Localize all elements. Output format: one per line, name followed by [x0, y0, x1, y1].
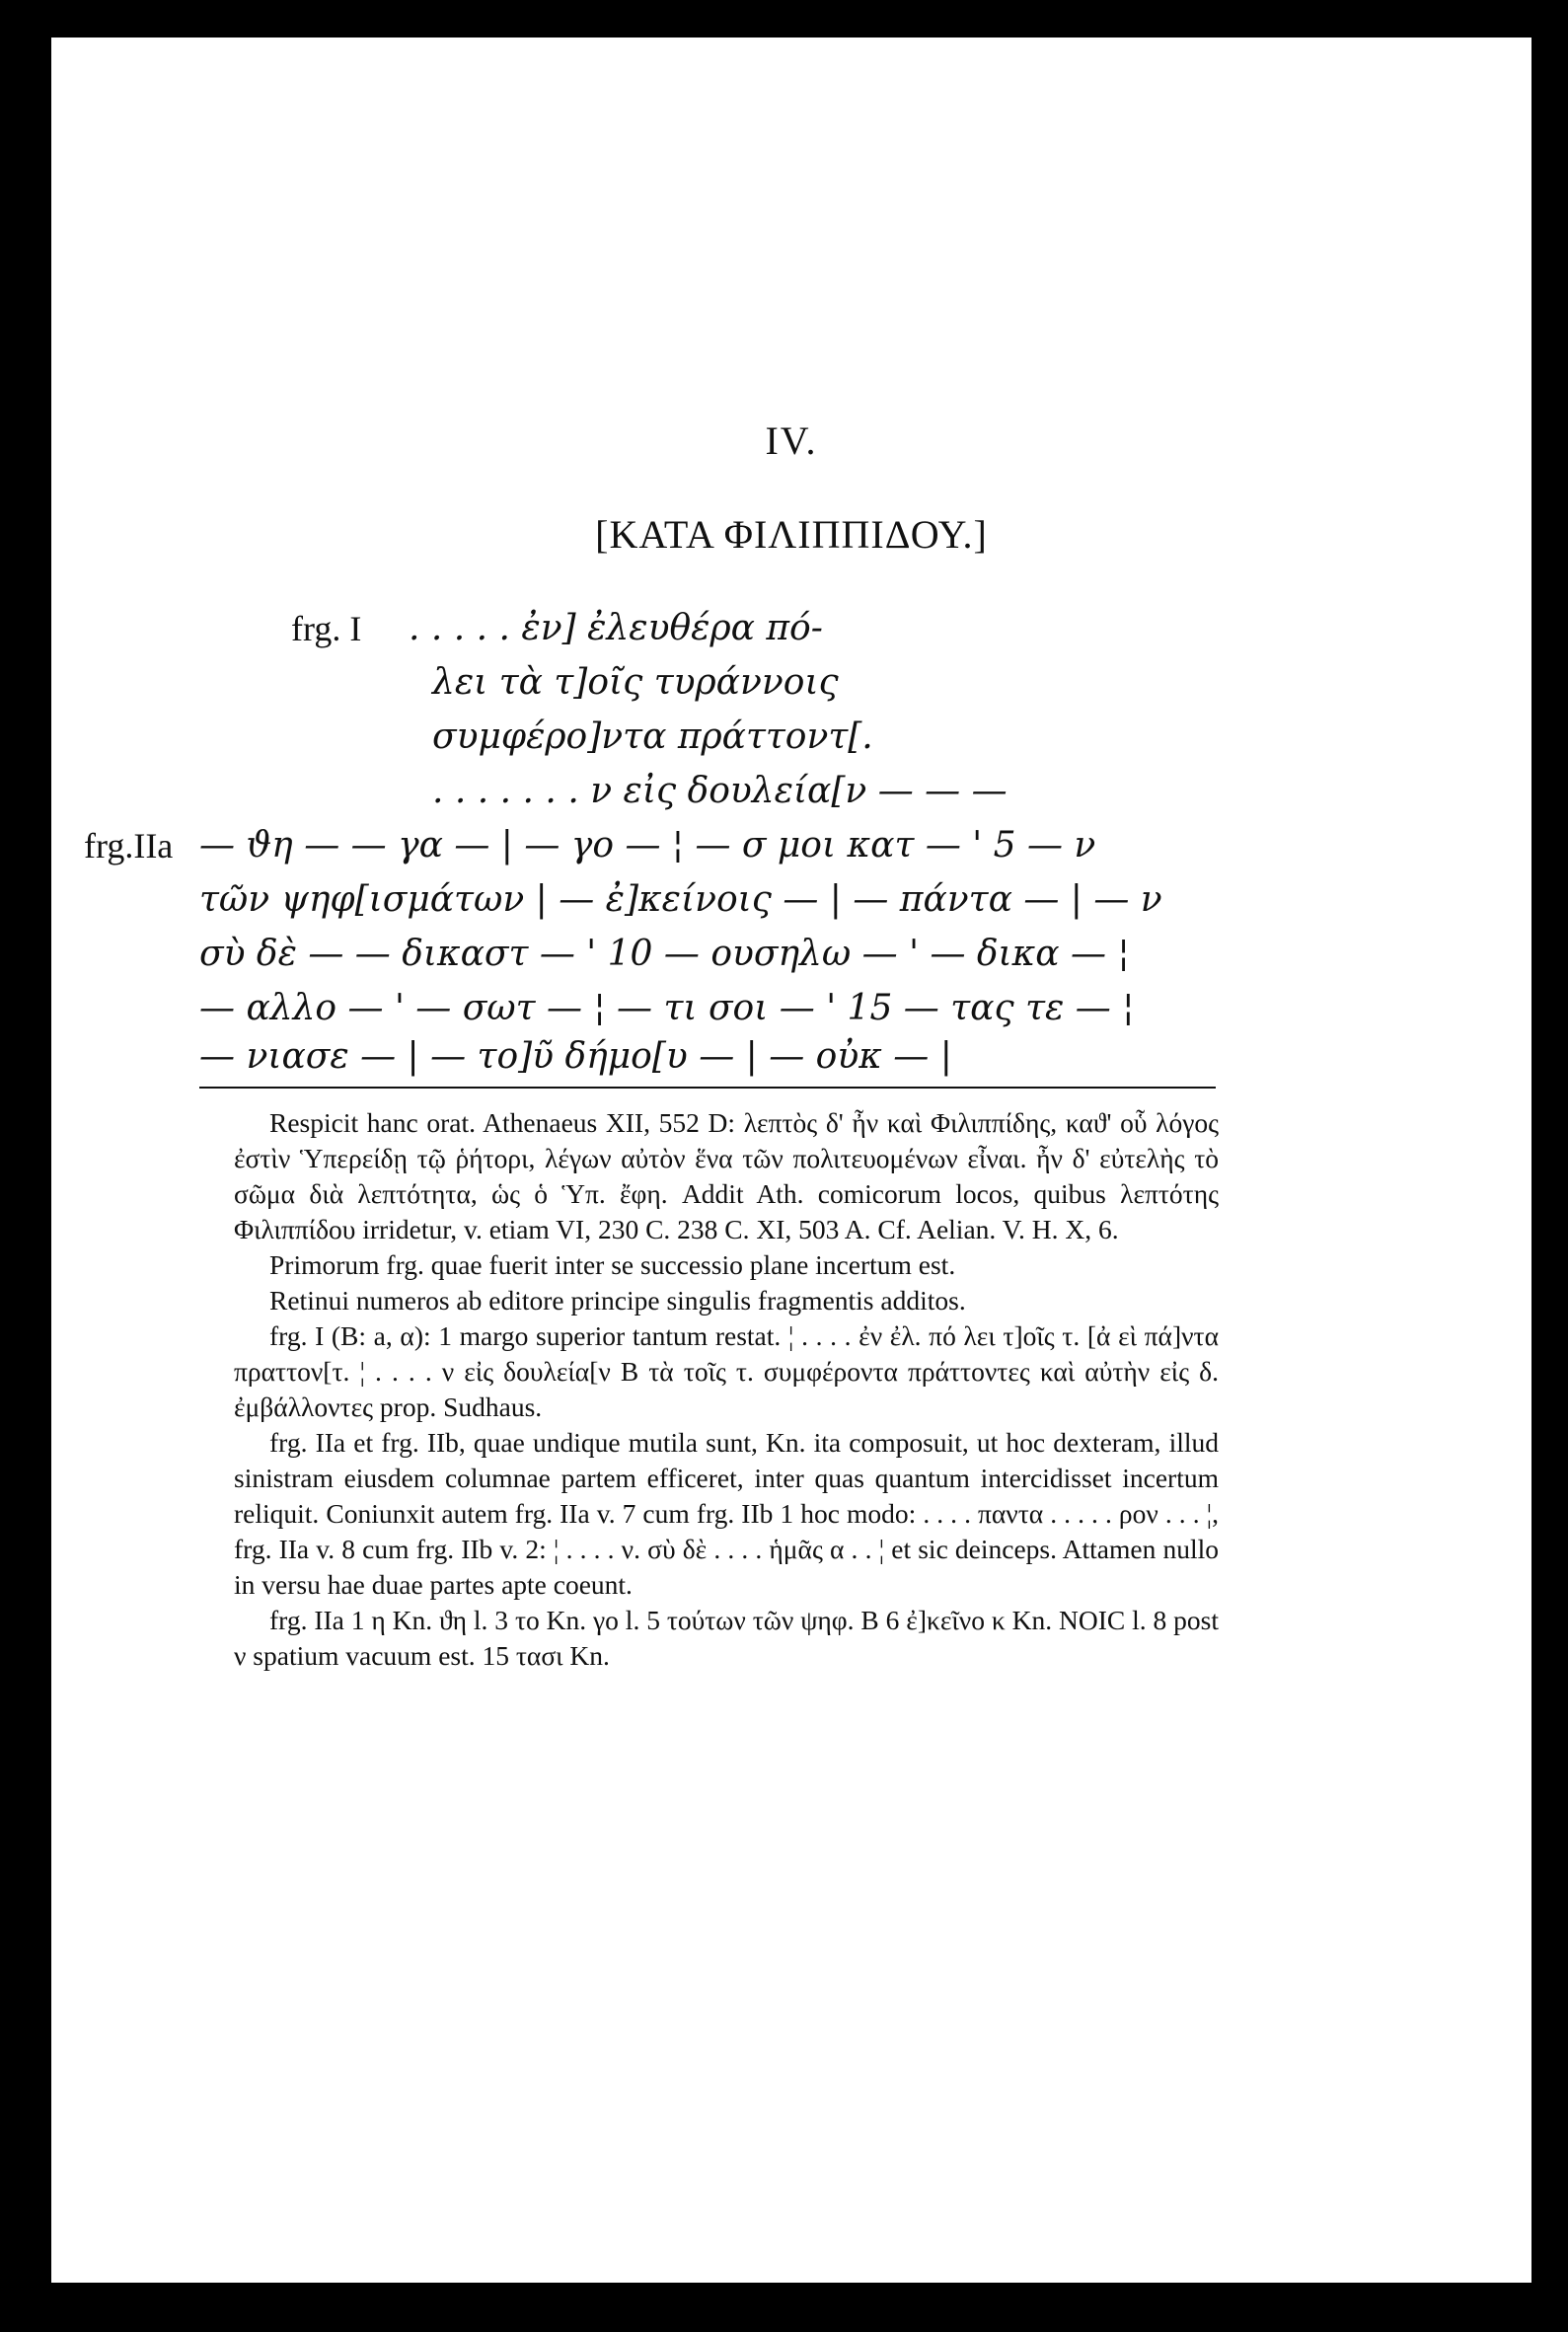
- fragment-1-line: . . . . . ἐν] ἐλευθέρα πό-: [409, 608, 823, 648]
- note-paragraph: frg. I (B: a, α): 1 margo superior tantum restat. ¦ . . . . ἐν ἐλ. πό λει τ]οῖς τ. [ἀ εὶ πά]ντα πραττον[τ. ¦ . . . . ν εἰς δουλεία[ν B τὰ τοῖς τ. συμφέροντα πράττοντες καὶ αὐτὴν εἰς δ. ἐμβάλλοντες prop. Sudhaus.: [234, 1320, 1219, 1422]
- notes-divider: [199, 1087, 1216, 1089]
- note-paragraph: Respicit hanc orat. Athenaeus XII, 552 D: λεπτὸς δ' ἦν καὶ Φιλιππίδης, καϑ' οὗ λόγος ἐστὶν Ὑπερείδῃ τῷ ῥήτορι, λέγων αὐτὸν ἕνα τῶν πολιτευομένων εἶναι. ἦν δ' εὐτελὴς τὸ σῶμα διὰ λεπτότητα, ὡς ὁ Ὑπ. ἔφη. Addit Ath. comicorum locos, quibus λεπτότης Φιλιππίδου irridetur, v. etiam VI, 230 C. 238 C. XI, 503 A. Cf. Aelian. V. H. X, 6.: [234, 1107, 1219, 1244]
- fragment-1-line: λει τὰ τ]οῖς τυράννοις: [432, 662, 839, 703]
- fragment-2a-line: σὺ δὲ — — δικαστ — ' 10 — ουσηλω — ' — δικα — ¦: [199, 934, 1130, 974]
- fragment-1-line: . . . . . . . ν εἰς δουλεία[ν — — —: [432, 771, 1008, 811]
- note-paragraph: Retinui numeros ab editore principe singulis fragmentis additos.: [269, 1285, 966, 1316]
- fragment-1-line: συμφέρο]ντα πράττοντ[.: [432, 716, 873, 757]
- page: [51, 38, 1531, 2283]
- fragment-2a-line: — ϑη — — γα — | — γο — ¦ — σ μοι κατ — ' 5 — ν: [199, 825, 1096, 865]
- fragment-2a-label: frg.IIa: [84, 826, 174, 865]
- fragment-2a-line: — νιασε — | — το]ῦ δήμο[υ — | — οὐκ — |: [199, 1036, 952, 1077]
- apparatus-notes: [234, 1105, 1219, 1674]
- fragment-1-label: frg. I: [291, 609, 362, 648]
- note-paragraph: frg. IIa et frg. IIb, quae undique mutila sunt, Kn. ita composuit, ut hoc dexteram, illud sinistram eiusdem columnae partem efficeret, inter quas quantum intercidisset incertum reliquit. Coniunxit autem frg. IIa v. 7 cum frg. IIb 1 hoc modo: . . . . παντα . . . . . ρον . . . ¦, frg. IIa v. 8 cum frg. IIb v. 2: ¦ . . . . ν. σὺ δὲ . . . . ἡμᾶς α . . ¦ et sic deinceps. Attamen nullo in versu hae duae partes apte coeunt.: [234, 1427, 1219, 1600]
- section-title: [ΚΑΤΑ ΦΙΛΙΠΠΙΔΟΥ.]: [595, 512, 988, 557]
- note-paragraph: Primorum frg. quae fuerit inter se successio plane incertum est.: [269, 1249, 956, 1280]
- fragment-2a-line: — αλλο — ' — σωτ — ¦ — τι σοι — ' 15 — τας τε — ¦: [199, 988, 1135, 1028]
- fragment-2a-line: τῶν ψηφ[ισμάτων | — ἐ]κείνοις — | — πάντα — | — ν: [199, 879, 1162, 920]
- note-paragraph: frg. IIa 1 η Kn. ϑη l. 3 το Kn. γο l. 5 τούτων τῶν ψηφ. B 6 ἐ]κεῖνο κ Kn. NΟΙC l. 8 post ν spatium vacuum est. 15 τασι Kn.: [234, 1605, 1219, 1671]
- section-number: IV.: [765, 418, 818, 463]
